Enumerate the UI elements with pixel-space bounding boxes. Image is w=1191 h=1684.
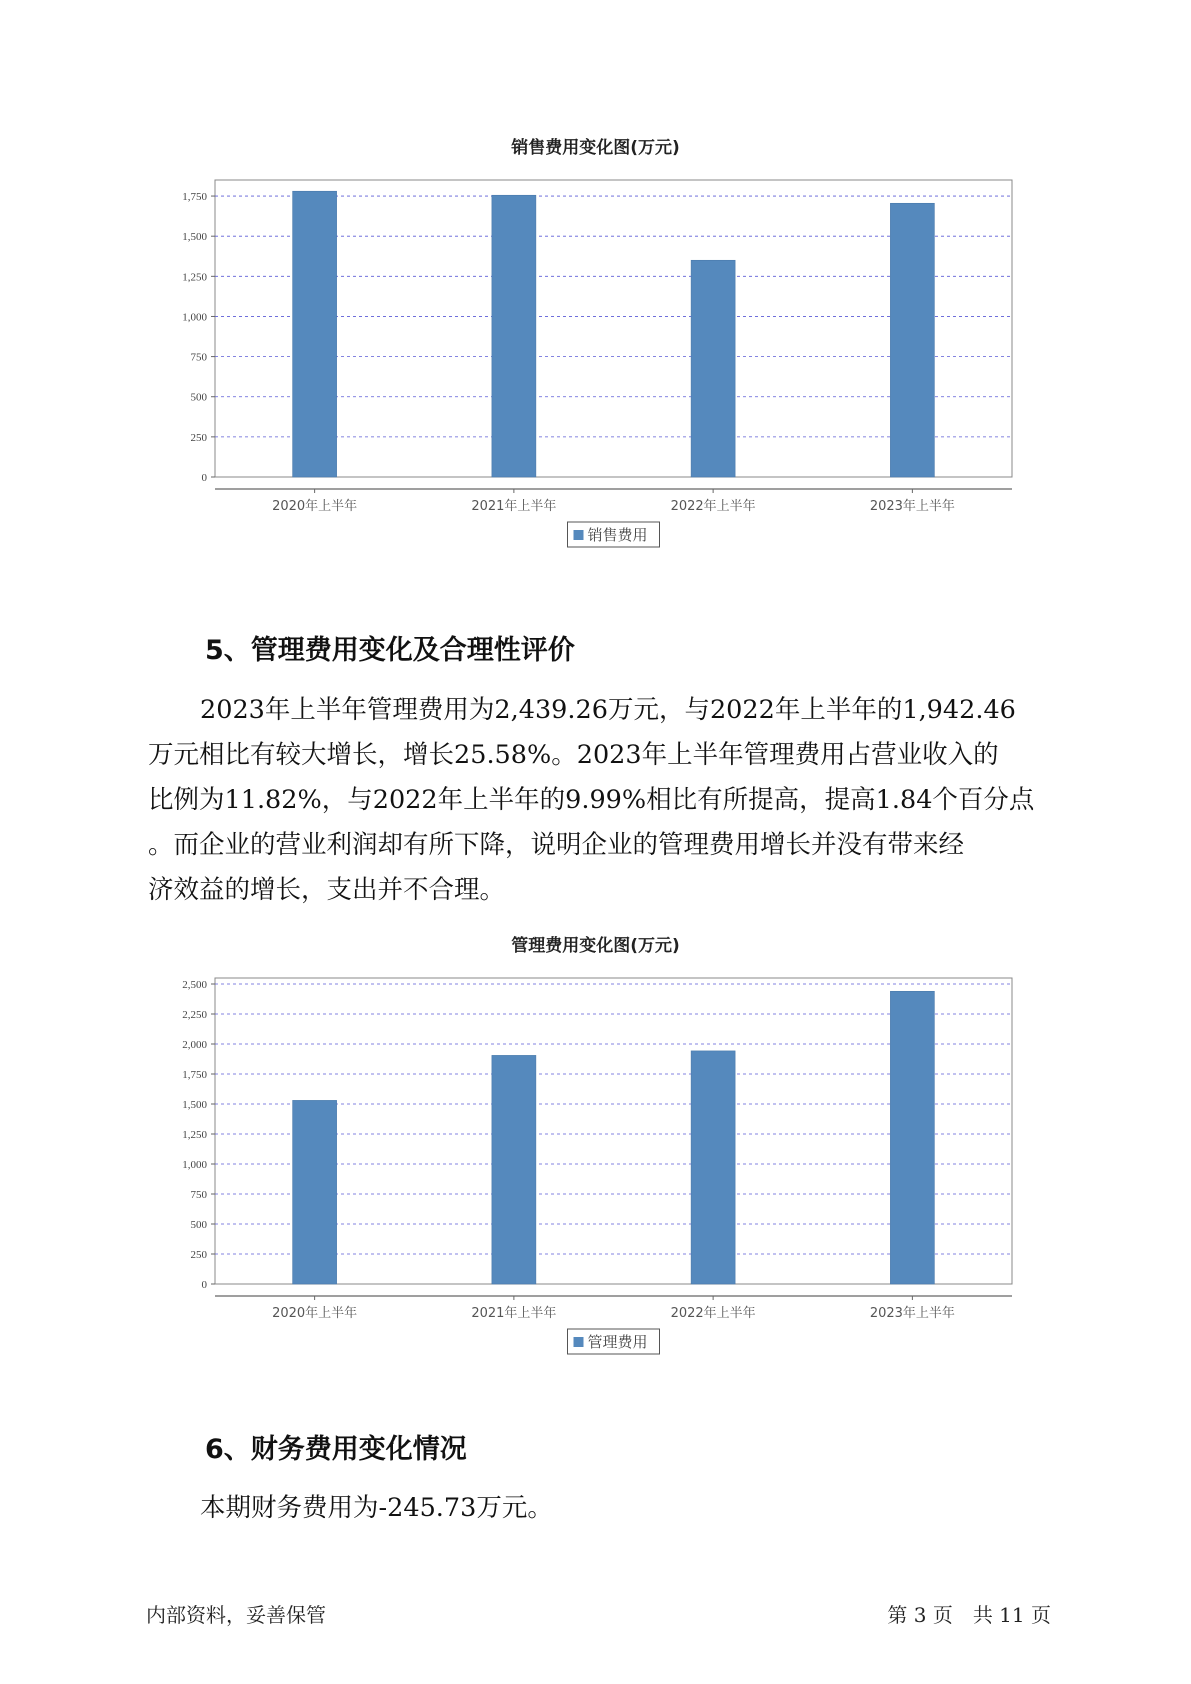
y-tick-label: 250 [190,431,207,444]
y-tick-label: 750 [190,351,207,364]
legend-label: 销售费用 [587,526,648,544]
x-tick-label: 2022年上半年 [670,1306,756,1321]
y-tick-label: 1,500 [182,1099,207,1111]
bar [492,195,536,477]
y-tick-label: 2,500 [182,979,207,991]
legend-label: 管理费用 [587,1333,648,1351]
section-6-heading: 6、财务费用变化情况 [205,1434,467,1465]
x-tick-label: 2020年上半年 [272,499,358,514]
paragraph-line: 本期财务费用为-245.73万元。 [200,1493,553,1523]
section-5-heading: 5、管理费用变化及合理性评价 [205,635,575,666]
x-tick-label: 2023年上半年 [869,499,955,514]
y-tick-label: 2,250 [182,1009,207,1021]
y-tick-label: 0 [201,472,207,484]
paragraph-line: 万元相比有较大增长，增长25.58%。2023年上半年管理费用占营业收入的 [148,740,999,770]
x-tick-label: 2022年上半年 [670,499,756,514]
bar [492,1055,536,1284]
paragraph-line: 比例为11.82%，与2022年上半年的9.99%相比有所提高，提高1.84个百分点 [148,785,1035,815]
y-tick-label: 500 [190,1219,207,1231]
footer-page-number: 第 3 页 共 11 页 [887,1603,1051,1627]
y-tick-label: 1,500 [182,231,207,244]
paragraph-line: 济效益的增长，支出并不合理。 [148,875,506,905]
y-tick-label: 750 [190,1189,207,1201]
y-tick-label: 1,250 [182,271,207,284]
sales-expense-chart [0,170,1191,600]
x-tick-label: 2020年上半年 [272,1306,358,1321]
legend-swatch [574,1337,584,1347]
y-tick-label: 0 [201,1279,207,1291]
admin-expense-chart [0,970,1191,1400]
bar [691,1051,735,1284]
y-tick-label: 250 [190,1249,207,1261]
y-tick-label: 1,750 [182,1069,207,1081]
section-6-paragraph [148,1486,1048,1531]
y-tick-label: 1,250 [182,1129,207,1141]
y-tick-label: 1,000 [182,1159,207,1171]
y-tick-label: 1,750 [182,191,207,204]
x-tick-label: 2023年上半年 [869,1306,955,1321]
paragraph-line: 2023年上半年管理费用为2,439.26万元，与2022年上半年的1,942.46 [200,695,1016,725]
legend-swatch [574,530,584,540]
x-tick-label: 2021年上半年 [471,499,557,514]
bar [890,991,934,1284]
y-tick-label: 500 [190,391,207,404]
bar [890,203,934,477]
bar [691,260,735,477]
bar [293,191,337,477]
admin-chart-title: 管理费用变化图(万元) [511,936,680,956]
y-tick-label: 1,000 [182,311,207,324]
footer-confidential-note: 内部资料，妥善保管 [146,1603,326,1627]
paragraph-line: 。而企业的营业利润却有所下降，说明企业的管理费用增长并没有带来经 [148,830,965,860]
section-5-paragraph [148,688,1048,913]
y-tick-label: 2,000 [182,1039,207,1051]
bar [293,1100,337,1284]
x-tick-label: 2021年上半年 [471,1306,557,1321]
sales-chart-title: 销售费用变化图(万元) [511,138,680,158]
